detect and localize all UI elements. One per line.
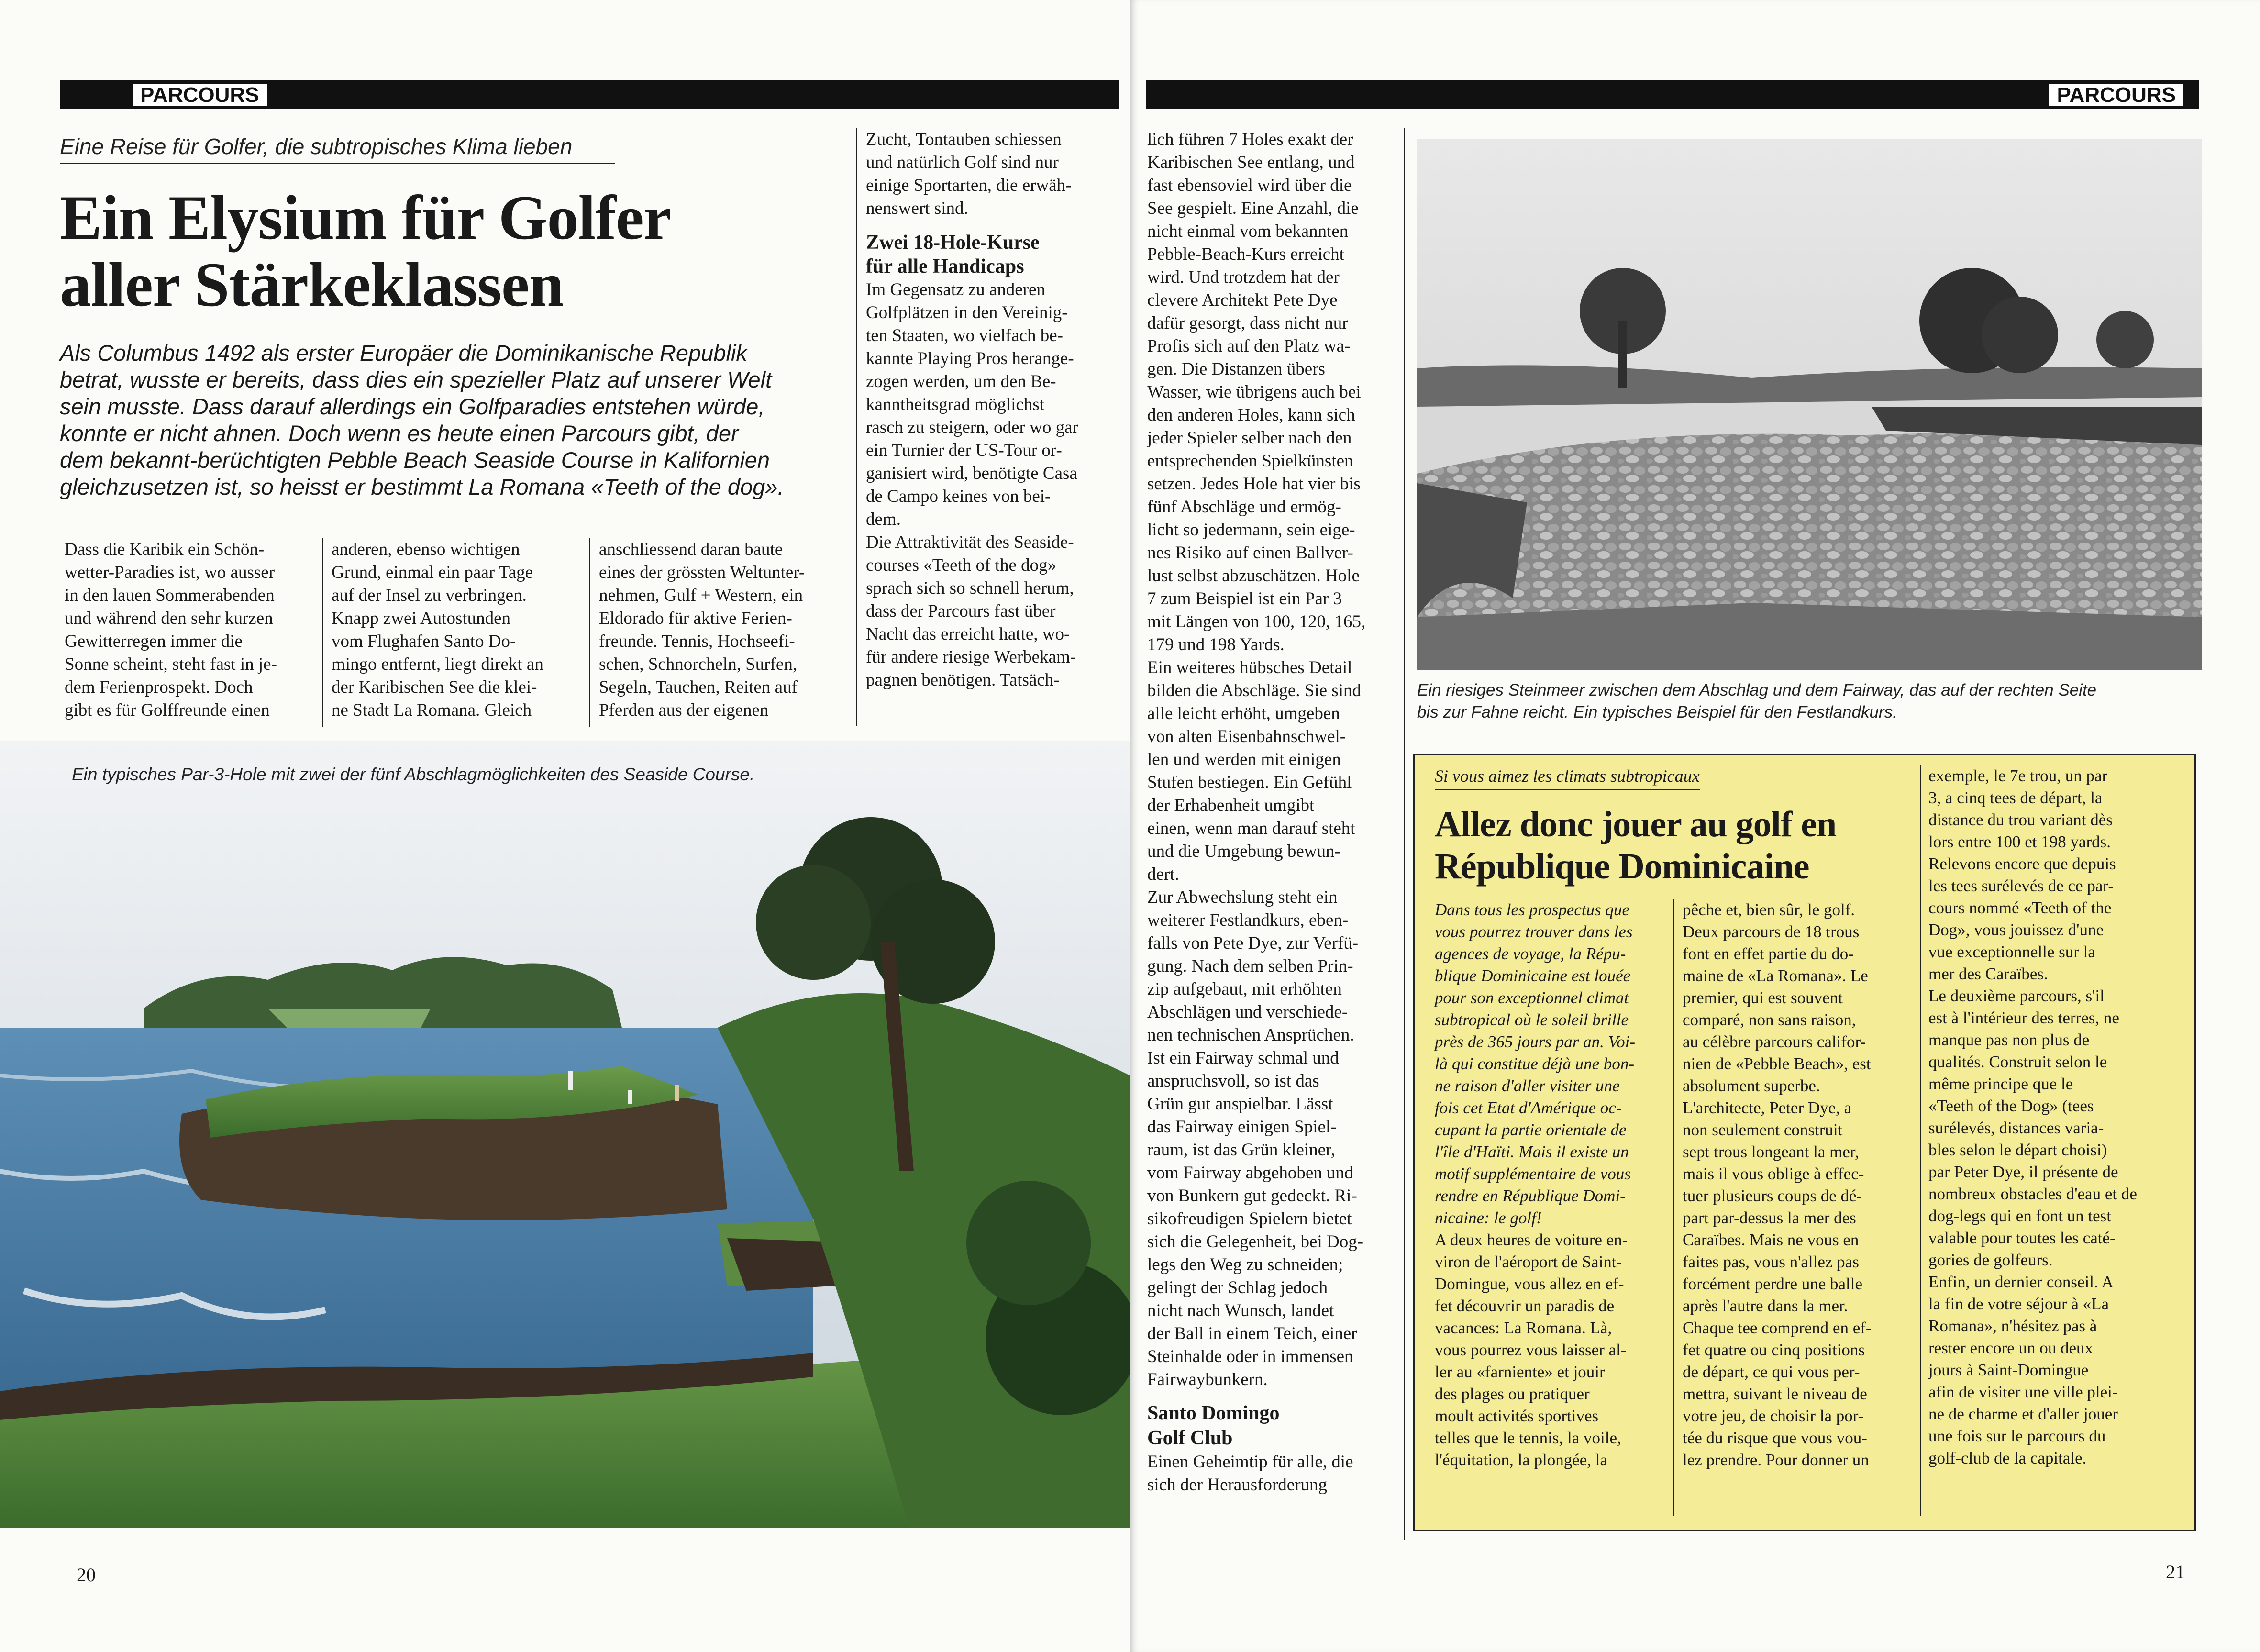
page-number: 21 [2166,1561,2185,1583]
right-page [1130,0,2260,1652]
kicker: Eine Reise für Golfer, die subtropisches Klima lieben [60,133,615,164]
article-column-5: lich führen 7 Holes exakt der Karibischen See entlang, und fast ebensoviel wird über die See gespielt. Eine Anzahl, die nicht einmal vom bekannten Pebble-Beach-Kurs erreicht wird. Und trotzdem hat der clevere Architekt Pete Dye dafür gesorgt, dass nicht nur Profis sich auf den Platz wa- gen. Die Distanzen übers Wasser, wie übrigens auch bei den anderen Holes, kann sich jeder Spieler selber nach den entsprechenden Spielkünsten setzen. Jedes Hole hat vier bis fünf Abschläge und ermög- licht so jedermann, sein eige- nes Risiko auf einen Ballver- lust selbst abzuschätzen. Hole 7 zum Beispiel ist ein Par 3 mit Längen von 100, 120, 165, 179 und 198 Yards. Ein weiteres hübsches Detail bilden die Abschläge. Sie sind alle leicht erhöht, umgeben von alten Eisenbahnschwel- len und werden mit einigen Stufen bestiegen. Ein Gefühl der Erhabenheit umgibt einen, wenn man darauf steht und die Umgebung bewun- dert. Zur Abwechslung steht ein weiterer Festlandkurs, eben- falls von Pete Dye, zur Verfü- gung. Nach dem selben Prin- zip aufgebaut, mit erhöhten Abschlägen und verschiede- nen technischen Ansprüchen. Ist ein Fairway schmal und anspruchsvoll, so ist das Grün gut anspielbar. Lässt das Fairway einigen Spiel- raum, ist das Grün kleiner, vom Fairway abgehoben und von Bunkern gut gedeckt. Ri- sikofreudigen Spielern bietet sich die Gelegenheit, bei Dog- legs den Weg zu schneiden; gelingt der Schlag jedoch nicht nach Wunsch, landet der Ball in einem Teich, einer Steinhalde oder in immensen Fairwaybunkern. Santo Domingo Golf Club Einen Geheimtip für alle, die sich der Herausforderung [1147,128,1396,1497]
subheading-18-hole: Zwei 18-Hole-Kurse für alle Handicaps [866,232,1040,277]
section-tag: PARCOURS [2048,83,2184,107]
article-column-3: anschliessend daran baute eines der grössten Weltunter- nehmen, Gulf + Western, ein Eldorado für aktive Ferien- freunde. Tennis, Hochseefi- schen, Schnorcheln, Surfen, Segeln, Tauchen, Reiten auf Pferden aus der eigenen [599,540,805,720]
french-column-3: exemple, le 7e trou, un par 3, a cinq tees de départ, la distance du trou variant dès lors entre 100 et 198 yards. Relevons encore que depuis les tees surélevés de ce par- cours nommé «Teeth of the Dog», vous jouissez d'une vue exceptionnelle sur la mer des Caraïbes. Le deuxième parcours, s'il est à l'intérieur des terres, ne manque pas non plus de qualités. Construit selon le même principe que le «Teeth of the Dog» (tees surélevés, distances varia- bles selon le départ choisi) par Peter Dye, il présente de nombreux obstacles d'eau et de dog-legs qui en font un test valable pour toutes les caté- gories de golfeurs. Enfin, un dernier conseil. A la fin de votre séjour à «La Romana», n'hésitez pas à rester encore un ou deux jours à Saint-Domingue afin de visiter une ville plei- ne de charme et d'aller jouer une fois sur le parcours du golf-club de la capitale. [1928,766,2137,1467]
french-summary-box [1413,754,2196,1531]
section-header-bar [1146,80,2199,109]
column-divider [1673,899,1674,1516]
seaside-golf-photo [0,741,1130,1528]
stone-field-illustration [1417,139,2202,670]
subheading-santo-domingo: Santo Domingo Golf Club [1147,1402,1280,1449]
intro-line: dem bekannt-berüchtigten Pebble Beach Seaside Course in Kalifornien [60,447,770,473]
intro-paragraph [60,340,840,500]
headline-line-1: Ein Elysium für Golfer [60,182,671,253]
stone-field-photo [1417,139,2202,670]
column-divider [589,538,590,727]
intro-line: betrat, wusste er bereits, dass dies ein spezieller Platz auf unserer Welt [60,367,772,392]
column-divider [322,538,323,727]
column-divider [1404,128,1405,1540]
article-column-4: Zucht, Tontauben schiessen und natürlich Golf sind nur einige Sportarten, die erwäh- nenswert sind. Zwei 18-Hole-Kurse für alle Handicaps Im Gegensatz zu anderen Golfplätzen in den Vereinig- ten Staaten, wo vielfach be- kannte Playing Pros herange- zogen werden, um den Be- kanntheitsgrad möglichst rasch zu steigern, oder wo gar ein Turnier der US-Tour or- ganisiert wird, benötigte Casa de Campo keines von bei- dem. Die Attraktivität des Seaside- courses «Teeth of the dog» sprach sich so schnell herum, dass der Parcours fast über Nacht das erreicht hatte, wo- für andere riesige Werbekam- pagnen benötigen. Tatsäch- [866,128,1110,692]
column-divider [856,128,857,726]
article-column-1: Dass die Karibik ein Schön- wetter-Paradies ist, wo ausser in den lauen Sommerabenden und während den sehr kurzen Gewitterregen immer die Sonne scheint, steht fast in je- dem Ferienprospekt. Doch gibt es für Golffreunde einen [65,540,277,720]
article-column-2: anderen, ebenso wichtigen Grund, einmal ein paar Tage auf der Insel zu verbringen. Knapp zwei Autostunden vom Flughafen Santo Do- mingo entfernt, liegt direkt an der Karibischen See die klei- ne Stadt La Romana. Gleich [332,540,543,720]
page-number: 20 [77,1564,96,1585]
intro-line: Als Columbus 1492 als erster Europäer die Dominikanische Republik [60,340,747,366]
french-column-2: pêche et, bien sûr, le golf. Deux parcours de 18 trous font en effet partie du do- maine de «La Romana». Le premier, qui est souvent comparé, non sans raison, au célèbre parcours califor- nien de «Pebble Beach», est absolument superbe. L'architecte, Peter Dye, a non seulement construit sept trous longeant la mer, mais il vous oblige à effec- tuer plusieurs coups de dé- part par-dessus la mer des Caraïbes. Mais ne vous en faites pas, vous n'allez pas forcément perdre une balle après l'autre dans la mer. Chaque tee comprend en ef- fet quatre ou cinq positions de départ, ce qui vous per- mettra, suivant le niveau de votre jeu, de choisir la por- tée du risque que vous vou- lez prendre. Pour donner un [1683,900,1872,1469]
seaside-golf-illustration [0,741,1130,1528]
photo-caption: Ein typisches Par-3-Hole mit zwei der fünf Abschlagmöglichkeiten des Seaside Course. [72,765,755,784]
headline-line-2: aller Stärkeklassen [60,249,564,320]
section-header-bar [60,80,1119,109]
intro-line: sein musste. Dass darauf allerdings ein Golfparadies entstehen würde, [60,394,765,419]
french-headline: Allez donc jouer au golf en République Dominicaine [1435,804,1837,887]
french-column-1: Dans tous les prospectus que vous pourrez trouver dans les agences de voyage, la Répu- blique Dominicaine est louée pour son exceptionnel climat subtropical où le soleil brille près de 365 jours par an. Voi- là qui constitue déjà une bon- ne raison d'aller visiter une fois cet Etat d'Amérique oc- cupant la partie orientale de l'île d'Haïti. Mais il existe un motif supplémentaire de vous rendre en République Domi- nicaine: le golf! A deux heures de voiture en- viron de l'aéroport de Saint- Domingue, vous allez en ef- fet découvrir un paradis de vacances: La Romana. Là, vous pourrez vous laisser al- ler au «farniente» et jouir des plages ou pratiquer moult activités sportives telles que le tennis, la voile, l'équitation, la plongée, la [1435,900,1636,1469]
headline [60,184,671,318]
french-kicker: Si vous aimez les climats subtropicaux [1435,765,1700,790]
photo-caption: Ein riesiges Steinmeer zwischen dem Abschlag und dem Fairway, das auf der rechten Seite bis zur Fahne reicht. Ein typisches Beispiel für den Festlandkurs. [1417,681,2097,721]
section-tag: PARCOURS [132,83,268,107]
intro-line: gleichzusetzen ist, so heisst er bestimmt La Romana «Teeth of the dog». [60,474,784,499]
column-divider [1920,765,1921,1516]
intro-line: konnte er nicht ahnen. Doch wenn es heute einen Parcours gibt, der [60,421,739,446]
